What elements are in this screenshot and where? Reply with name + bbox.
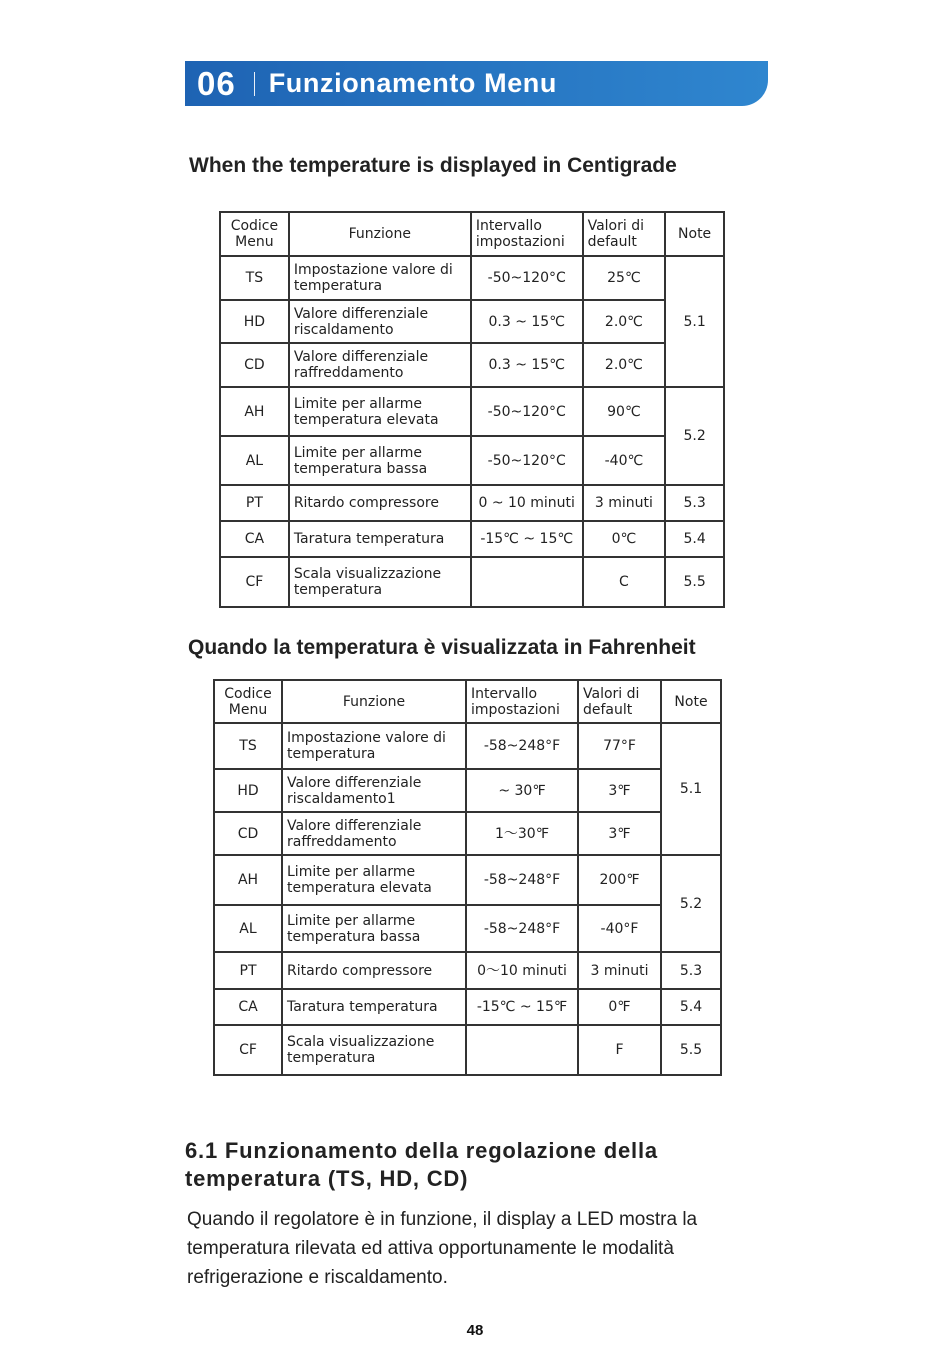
header-code: Codice Menu xyxy=(214,680,282,723)
row-function: Scala visualizzazione temperatura xyxy=(289,557,471,607)
table-row xyxy=(214,769,721,812)
section-6-1-body: Quando il regolatore è in funzione, il display a LED mostra la temperatura rilevata ed attiva opportunamente le modalità refrigerazione e riscaldamento. xyxy=(187,1209,698,1288)
row-code: TS xyxy=(214,723,282,769)
row-range: -50~120°C xyxy=(471,256,583,300)
row-range: ~ 30℉ xyxy=(466,769,578,812)
row-function: Limite per allarme temperatura bassa xyxy=(282,905,466,952)
row-note: 5.4 xyxy=(661,989,721,1025)
row-range: 0.3 ~ 15℃ xyxy=(471,300,583,343)
header-default: Valori di default xyxy=(578,680,661,723)
row-function: Scala visualizzazione temperatura xyxy=(282,1025,466,1075)
row-code: CD xyxy=(220,343,289,387)
table-row xyxy=(214,905,721,952)
row-note: 5.1 xyxy=(661,723,721,855)
row-range: -58~248°F xyxy=(466,723,578,769)
row-function: Taratura temperatura xyxy=(289,521,471,557)
row-code: AL xyxy=(220,436,289,485)
row-note: 5.5 xyxy=(661,1025,721,1075)
header-divider xyxy=(254,72,255,96)
centigrade-section-title: When the temperature is displayed in Centigrade xyxy=(189,154,677,177)
section-6-1-title: 6.1 Funzionamento della regolazione della temperatura (TS, HD, CD) xyxy=(185,1138,658,1191)
header-default: Valori di default xyxy=(583,212,666,256)
row-range: -15℃ ~ 15℉ xyxy=(466,989,578,1025)
row-code: AH xyxy=(214,855,282,905)
row-function: Impostazione valore di temperatura xyxy=(289,256,471,300)
header-note: Note xyxy=(665,212,724,256)
row-range: -50~120°C xyxy=(471,436,583,485)
row-code: PT xyxy=(214,952,282,989)
row-code: CF xyxy=(220,557,289,607)
row-default: 3℉ xyxy=(578,812,661,855)
table-header-row xyxy=(220,212,724,256)
row-range: -58~248°F xyxy=(466,905,578,952)
row-note: 5.2 xyxy=(665,387,724,485)
table-row xyxy=(214,1025,721,1075)
row-default: 90℃ xyxy=(583,387,666,436)
row-function: Ritardo compressore xyxy=(289,485,471,521)
table-row xyxy=(220,387,724,436)
row-code: AH xyxy=(220,387,289,436)
row-code: CF xyxy=(214,1025,282,1075)
row-note: 5.2 xyxy=(661,855,721,952)
row-default: -40℃ xyxy=(583,436,666,485)
row-function: Taratura temperatura xyxy=(282,989,466,1025)
row-default: 200℉ xyxy=(578,855,661,905)
page-number: 48 xyxy=(466,1322,484,1339)
table-row xyxy=(214,723,721,769)
table-header-row xyxy=(214,680,721,723)
row-range: 0 ~ 10 minuti xyxy=(471,485,583,521)
header-note: Note xyxy=(661,680,721,723)
row-note: 5.4 xyxy=(665,521,724,557)
row-code: CD xyxy=(214,812,282,855)
row-note: 5.3 xyxy=(665,485,724,521)
fahrenheit-section-title: Quando la temperatura è visualizzata in Fahrenheit xyxy=(188,636,696,659)
header-code: Codice Menu xyxy=(220,212,289,256)
row-function: Limite per allarme temperatura elevata xyxy=(282,855,466,905)
row-default: 2.0℃ xyxy=(583,343,666,387)
table-row xyxy=(214,855,721,905)
header-function: Funzione xyxy=(289,212,471,256)
row-range: -15℃ ~ 15℃ xyxy=(471,521,583,557)
row-default: 2.0℃ xyxy=(583,300,666,343)
row-range xyxy=(471,557,583,607)
chapter-header xyxy=(185,61,768,106)
table-row xyxy=(220,256,724,300)
fahrenheit-menu-table xyxy=(213,679,722,1076)
row-default: F xyxy=(578,1025,661,1075)
row-code: TS xyxy=(220,256,289,300)
header-range: Intervallo impostazioni xyxy=(466,680,578,723)
row-code: CA xyxy=(220,521,289,557)
row-code: PT xyxy=(220,485,289,521)
row-default: 25℃ xyxy=(583,256,666,300)
table-row xyxy=(220,485,724,521)
row-range: -50~120°C xyxy=(471,387,583,436)
row-function: Valore differenziale riscaldamento1 xyxy=(282,769,466,812)
row-function: Limite per allarme temperatura bassa xyxy=(289,436,471,485)
row-default: 0℉ xyxy=(578,989,661,1025)
row-function: Ritardo compressore xyxy=(282,952,466,989)
row-note: 5.1 xyxy=(665,256,724,387)
table-row xyxy=(214,812,721,855)
row-range: 0.3 ~ 15℃ xyxy=(471,343,583,387)
row-default: C xyxy=(583,557,666,607)
row-function: Valore differenziale raffreddamento xyxy=(289,343,471,387)
chapter-number: 06 xyxy=(197,64,236,102)
row-default: 3℉ xyxy=(578,769,661,812)
row-function: Impostazione valore di temperatura xyxy=(282,723,466,769)
table-row xyxy=(220,343,724,387)
row-range xyxy=(466,1025,578,1075)
row-note: 5.3 xyxy=(661,952,721,989)
table-row xyxy=(214,952,721,989)
table-row xyxy=(220,557,724,607)
row-code: HD xyxy=(214,769,282,812)
row-default: 3 minuti xyxy=(578,952,661,989)
row-default: 3 minuti xyxy=(583,485,666,521)
table-row xyxy=(214,989,721,1025)
table-row xyxy=(220,521,724,557)
row-range: 1～30℉ xyxy=(466,812,578,855)
row-code: CA xyxy=(214,989,282,1025)
row-default: -40°F xyxy=(578,905,661,952)
table-row xyxy=(220,436,724,485)
centigrade-menu-table xyxy=(219,211,725,608)
header-range: Intervallo impostazioni xyxy=(471,212,583,256)
row-default: 0℃ xyxy=(583,521,666,557)
row-range: -58~248°F xyxy=(466,855,578,905)
table-row xyxy=(220,300,724,343)
row-code: AL xyxy=(214,905,282,952)
row-default: 77°F xyxy=(578,723,661,769)
row-function: Limite per allarme temperatura elevata xyxy=(289,387,471,436)
row-note: 5.5 xyxy=(665,557,724,607)
row-code: HD xyxy=(220,300,289,343)
chapter-title: Funzionamento Menu xyxy=(268,68,557,98)
header-function: Funzione xyxy=(282,680,466,723)
row-range: 0～10 minuti xyxy=(466,952,578,989)
row-function: Valore differenziale raffreddamento xyxy=(282,812,466,855)
row-function: Valore differenziale riscaldamento xyxy=(289,300,471,343)
